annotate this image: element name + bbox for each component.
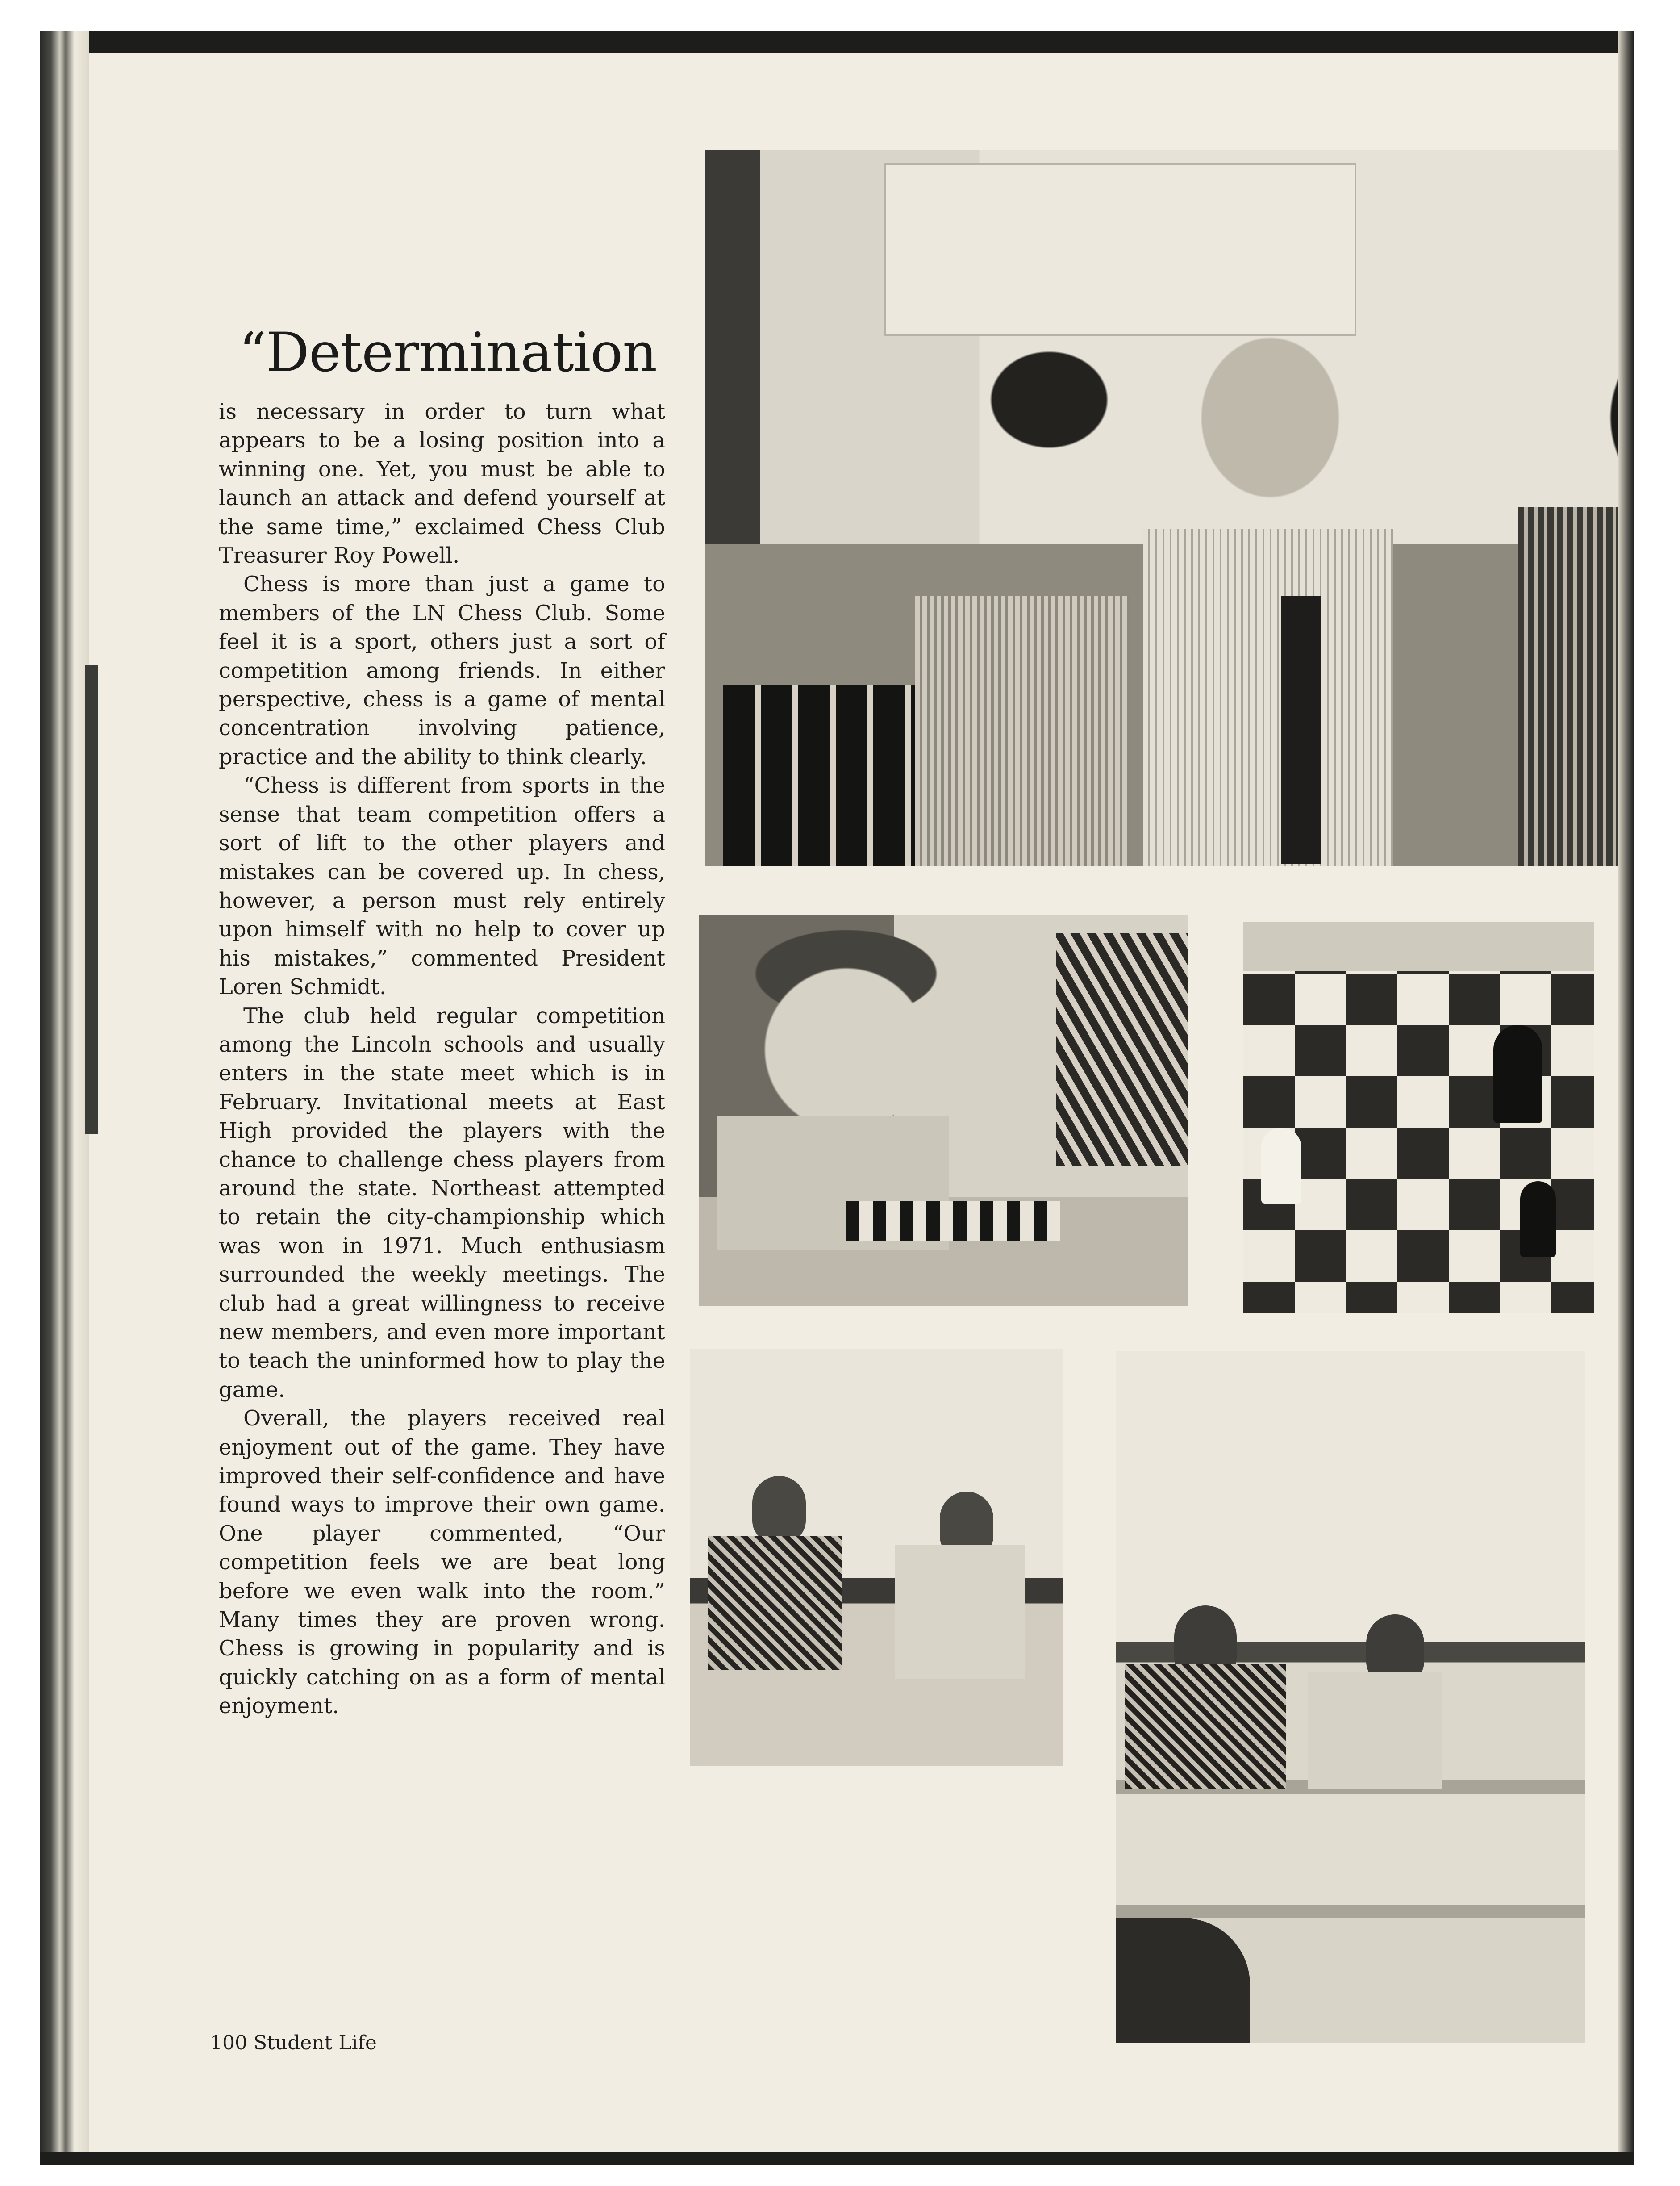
photo-chess-board-closeup bbox=[1243, 922, 1594, 1313]
black-knight-piece bbox=[1493, 1025, 1542, 1123]
scan-bottom-edge bbox=[40, 2152, 1634, 2165]
article-headline: “Determination bbox=[239, 321, 657, 384]
player-patterned-shirt bbox=[1125, 1664, 1286, 1789]
student-striped-shirt bbox=[915, 596, 1130, 866]
photo-two-players-classroom bbox=[1116, 1351, 1585, 2043]
teacher-tie bbox=[1281, 596, 1321, 864]
opponent-sleeve bbox=[1056, 933, 1188, 1166]
photo-player-thinking bbox=[699, 915, 1188, 1306]
player-light-shirt bbox=[1308, 1672, 1442, 1789]
article-paragraph-5: Overall, the players received real enjoyment out of the game. They have improved their self-confidence and have found ways to improve their own game. One player commented, “Our competition feels we are beat long before we even walk into the room.” Many times they are proven wrong. Chess is growing in popularity and is quickly catching on as a form of mental enjoyment. bbox=[219, 1406, 665, 1719]
facing-page-sliver bbox=[85, 665, 98, 1134]
player-head bbox=[752, 1476, 806, 1543]
bookshelf bbox=[723, 685, 946, 866]
chess-board bbox=[846, 1201, 1060, 1241]
white-pawn-piece bbox=[1261, 1128, 1301, 1204]
article-paragraph-2: Chess is more than just a game to members of the LN Chess Club. Some feel it is a sport, others just a sort of competition among friends. In either perspective, chess is a game of mental concentration involving patience, practice and the ability to think clearly. bbox=[219, 572, 665, 769]
student-patterned-shirt bbox=[1518, 507, 1618, 866]
article-paragraph-4: The club held regular competition among the Lincoln schools and usually enters in the state meet which is in February. Invitational meets at East High provided the players with the chance to challenge chess players from around the state. Northeast attempted to retain the city-championship which was won in 1971. Much enthusiasm surrounded the weekly meetings. The club had a great willingness to receive new members, and even more important to teach the uninformed how to play the game. bbox=[219, 1003, 665, 1402]
article-paragraph-3: “Chess is different from sports in the sense that team competition offers a sort of lift to the other players and mistakes can be covered up. In chess, however, a person must rely entirely upon himself with no help to cover up his mistakes,” commented President Loren Schmidt. bbox=[219, 773, 665, 1000]
article-paragraph-1: is necessary in order to turn what appears to be a losing position into a winning one. Yet, you must be able to launch an attack and defend yourself at the same time,” exclaimed Chess Club Treasurer Roy Powell. bbox=[219, 399, 665, 568]
foreground-figure bbox=[1116, 1918, 1250, 2043]
teacher-shirt bbox=[1143, 529, 1393, 866]
article-body bbox=[219, 397, 665, 1773]
photo-chess-club-spectators bbox=[705, 150, 1618, 866]
player-patterned-shirt bbox=[708, 1536, 842, 1670]
scan-right-edge bbox=[1618, 31, 1634, 2165]
scan-top-edge bbox=[40, 31, 1634, 53]
airplane-chart bbox=[884, 163, 1356, 336]
photo-two-players-small bbox=[690, 1349, 1063, 1766]
black-pawn-piece bbox=[1520, 1181, 1556, 1257]
book-spine-edge bbox=[40, 31, 89, 2164]
player-light-shirt bbox=[895, 1545, 1025, 1679]
page-folio: 100 Student Life bbox=[210, 2031, 377, 2054]
